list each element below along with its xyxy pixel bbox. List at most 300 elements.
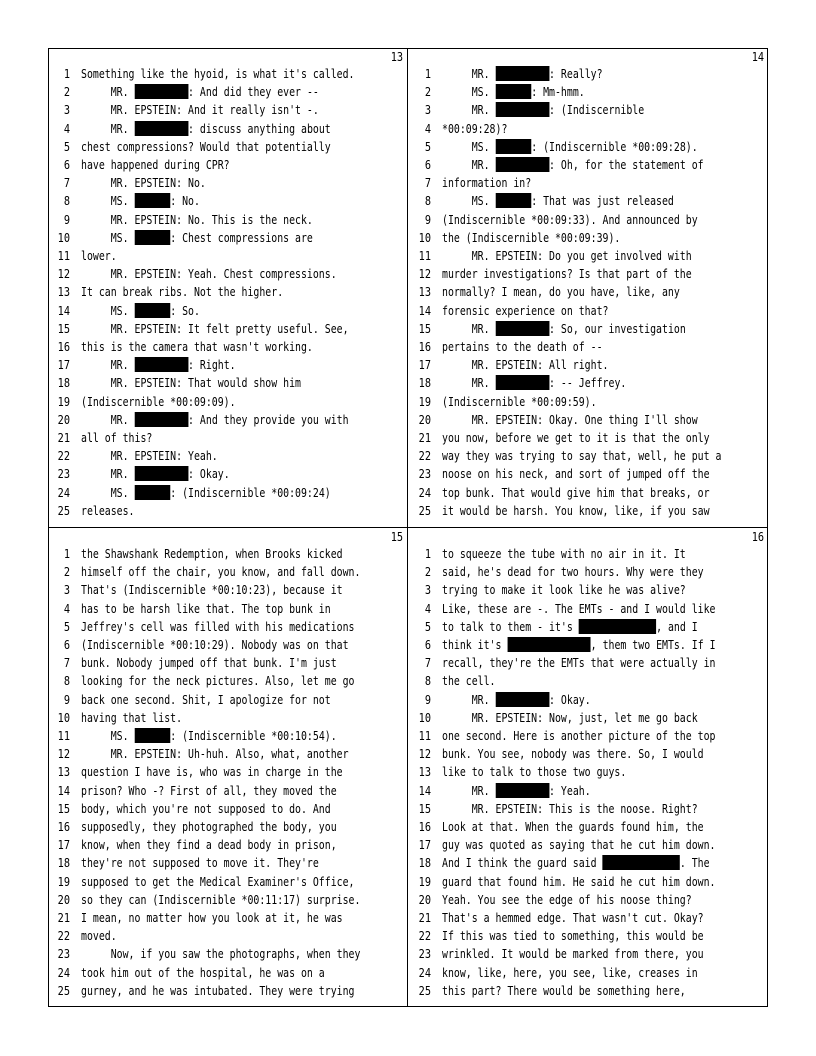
transcript-line [48, 618, 407, 636]
line-text: Now, if you saw the photographs, when they [81, 946, 361, 962]
line-number: 21 [418, 430, 431, 445]
transcript-line [409, 356, 768, 374]
line-number: 6 [424, 157, 431, 172]
transcript-line [409, 265, 768, 283]
transcript-line [409, 101, 768, 119]
line-text: MR. : Oh, for the statement of [442, 157, 704, 172]
line-text: MR. : Okay. [442, 691, 591, 707]
line-text: all of this? [81, 430, 153, 445]
line-number: 22 [57, 928, 70, 944]
line-text: MR. EPSTEIN: This is the noose. Right? [442, 800, 698, 816]
line-text: MR. : Okay. [81, 466, 230, 482]
transcript-line [48, 982, 407, 1000]
redaction-block [496, 66, 550, 81]
line-number: 23 [418, 466, 431, 482]
transcript-line [48, 836, 407, 854]
redaction-block [135, 121, 189, 136]
line-number: 25 [418, 982, 431, 998]
transcript-line [48, 283, 407, 301]
transcript-line [409, 429, 768, 447]
line-text: the Shawshank Redemption, when Brooks kicked [81, 546, 343, 561]
transcript-line [409, 411, 768, 429]
line-text: know, when they find a dead body in prison, [81, 837, 337, 853]
line-text: MR. : Yeah. [442, 782, 591, 798]
transcript-line [409, 873, 768, 891]
transcript-line [48, 927, 407, 945]
line-number: 6 [63, 157, 70, 172]
transcript-line [48, 101, 407, 119]
line-number: 2 [63, 564, 70, 580]
line-number: 1 [424, 66, 431, 81]
redaction-block [507, 637, 590, 652]
line-number: 24 [57, 484, 70, 500]
transcript-line [409, 502, 768, 520]
transcript-line [48, 691, 407, 709]
page-16-panel [409, 529, 768, 1008]
line-number: 25 [57, 502, 70, 518]
line-text: releases. [81, 502, 135, 518]
transcript-line [409, 800, 768, 818]
line-number: 8 [424, 193, 431, 209]
line-text: trying to make it look like he was alive? [442, 582, 686, 598]
transcript-line [409, 545, 768, 563]
line-number: 8 [424, 673, 431, 689]
redaction-block [496, 139, 532, 154]
line-number: 23 [57, 466, 70, 482]
line-number: 10 [57, 709, 70, 725]
transcript-line [48, 138, 407, 156]
line-text: has to be harsh like that. The top bunk in [81, 600, 331, 616]
transcript-line [48, 672, 407, 690]
line-text: MR. EPSTEIN: It felt pretty useful. See, [81, 320, 349, 336]
transcript-line [48, 654, 407, 672]
line-text: lower. [81, 248, 117, 263]
line-number: 19 [57, 873, 70, 889]
line-text: Yeah. You see the edge of his noose thing? [442, 891, 692, 907]
line-number: 4 [424, 600, 431, 616]
line-number: 7 [63, 655, 70, 671]
line-text: normally? I mean, do you have, like, any [442, 284, 680, 300]
transcript-line [409, 854, 768, 872]
line-number: 23 [418, 946, 431, 962]
redaction-block [135, 84, 189, 99]
transcript-line [409, 65, 768, 83]
line-number: 18 [57, 375, 70, 391]
line-number: 7 [424, 175, 431, 191]
line-number: 18 [57, 855, 70, 871]
line-text: way they was trying to say that, well, he put a [442, 448, 722, 464]
line-number: 24 [418, 964, 431, 980]
line-text: information in? [442, 175, 532, 191]
line-text: think it's , them two EMTs. If I [442, 637, 716, 652]
line-text: they're not supposed to move it. They're [81, 855, 319, 871]
transcript-line [409, 745, 768, 763]
transcript-line [48, 945, 407, 963]
transcript-line [409, 891, 768, 909]
line-number: 3 [424, 102, 431, 118]
transcript-line [409, 945, 768, 963]
line-text: (Indiscernible *00:09:33). And announced by [442, 211, 698, 227]
line-text: MR. : And did they ever -- [81, 84, 319, 100]
line-text: MR. EPSTEIN: Uh-huh. Also, what, another [81, 746, 349, 762]
page-number: 14 [751, 49, 764, 64]
line-number: 14 [57, 782, 70, 798]
line-number: 20 [418, 891, 431, 907]
line-number: 25 [57, 982, 70, 998]
line-number: 11 [57, 248, 70, 263]
transcript-line [48, 302, 407, 320]
line-text: to squeeze the tube with no air in it. It [442, 546, 686, 561]
line-number: 23 [57, 946, 70, 962]
transcript-line [48, 484, 407, 502]
line-number: 3 [424, 582, 431, 598]
transcript-line [409, 927, 768, 945]
transcript-line [409, 763, 768, 781]
line-number: 13 [57, 284, 70, 300]
transcript-line [409, 818, 768, 836]
line-text: MR. EPSTEIN: Okay. One thing I'll show [442, 411, 698, 427]
center-border [407, 48, 408, 1007]
line-text: MS. : No. [81, 193, 200, 209]
transcript-line [409, 247, 768, 265]
transcript-line [409, 338, 768, 356]
line-text: gurney, and he was intubated. They were trying [81, 982, 355, 998]
line-number: 5 [424, 138, 431, 154]
line-text: *00:09:28)? [442, 120, 508, 136]
line-text: MR. EPSTEIN: Now, just, let me go back [442, 709, 698, 725]
line-number: 12 [57, 266, 70, 282]
line-text: prison? Who -? First of all, they moved the [81, 782, 337, 798]
line-number: 9 [424, 691, 431, 707]
line-number: 14 [418, 302, 431, 318]
transcript-line [48, 120, 407, 138]
line-number: 14 [57, 302, 70, 318]
line-number: 6 [63, 637, 70, 652]
transcript-line [48, 393, 407, 411]
transcript-line [409, 672, 768, 690]
transcript-line [409, 83, 768, 101]
transcript-line [409, 374, 768, 392]
redaction-block [135, 485, 171, 500]
line-text: top bunk. That would give him that breaks, or [442, 484, 710, 500]
line-text: this part? There would be something here, [442, 982, 686, 998]
line-number: 5 [424, 618, 431, 634]
line-text: back one second. Shit, I apologize for not [81, 691, 331, 707]
redaction-block [135, 303, 171, 318]
line-number: 19 [57, 393, 70, 409]
transcript-line [48, 229, 407, 247]
line-number: 15 [57, 800, 70, 816]
redaction-block [135, 357, 189, 372]
transcript-line [48, 745, 407, 763]
line-number: 17 [418, 837, 431, 853]
line-number: 1 [424, 546, 431, 561]
line-text: MR. : (Indiscernible [442, 102, 645, 118]
transcript-line [48, 782, 407, 800]
transcript-line [48, 411, 407, 429]
transcript-line [409, 836, 768, 854]
transcript-line [48, 873, 407, 891]
line-text: MS. : So. [81, 302, 200, 318]
line-number: 17 [418, 357, 431, 373]
transcript-line [409, 120, 768, 138]
transcript-line [409, 691, 768, 709]
transcript-line [48, 964, 407, 982]
line-number: 13 [418, 764, 431, 780]
page-13-panel [48, 49, 407, 528]
line-text: took him out of the hospital, he was on a [81, 964, 325, 980]
page-15-panel [48, 529, 407, 1008]
redaction-block [135, 728, 171, 743]
line-text: MR. : Really? [442, 66, 603, 81]
line-text: so they can (Indiscernible *00:11:17) surprise. [81, 891, 361, 907]
line-number: 16 [418, 819, 431, 834]
line-text: noose on his neck, and sort of jumped off the [442, 466, 710, 482]
line-text: the (Indiscernible *00:09:39). [442, 229, 621, 245]
transcript-line [409, 982, 768, 1000]
line-number: 5 [63, 618, 70, 634]
line-text: MS. : (Indiscernible *00:09:24) [81, 484, 331, 500]
line-text: having that list. [81, 709, 183, 725]
line-text: supposed to get the Medical Examiner's Office, [81, 873, 355, 889]
redaction-block [496, 102, 550, 117]
transcript-line [409, 302, 768, 320]
transcript-line [409, 581, 768, 599]
line-text: looking for the neck pictures. Also, let me go [81, 673, 355, 689]
line-text: MS. : That was just released [442, 193, 674, 209]
transcript-line [409, 283, 768, 301]
transcript-line [409, 320, 768, 338]
transcript-line [409, 782, 768, 800]
line-text: bunk. Nobody jumped off that bunk. I'm just [81, 655, 337, 671]
transcript-line [409, 618, 768, 636]
line-number: 17 [57, 357, 70, 373]
line-text: MR. : discuss anything about [81, 120, 331, 136]
transcript-line [48, 156, 407, 174]
line-number: 2 [424, 564, 431, 580]
line-text: MR. EPSTEIN: All right. [442, 357, 609, 373]
page-number: 13 [390, 49, 403, 64]
transcript-line [48, 265, 407, 283]
page-14-panel [409, 49, 768, 528]
transcript-line [48, 854, 407, 872]
line-text: MS. : Mm-hmm. [442, 84, 585, 100]
line-text: MR. : Right. [81, 357, 236, 373]
transcript-line [48, 502, 407, 520]
transcript-line [48, 356, 407, 374]
transcript-line [409, 484, 768, 502]
line-text: bunk. You see, nobody was there. So, I would [442, 746, 704, 762]
line-text: like to talk to those two guys. [442, 764, 627, 780]
redaction-block [135, 466, 189, 481]
line-number: 21 [57, 430, 70, 445]
line-number: 11 [418, 248, 431, 263]
line-number: 14 [418, 782, 431, 798]
line-text: question I have is, who was in charge in the [81, 764, 343, 780]
line-text: (Indiscernible *00:09:59). [442, 393, 597, 409]
redaction-block [496, 193, 532, 208]
transcript-line [48, 374, 407, 392]
line-number: 12 [418, 746, 431, 762]
transcript-line [48, 891, 407, 909]
line-number: 4 [63, 600, 70, 616]
line-number: 19 [418, 873, 431, 889]
line-number: 10 [57, 229, 70, 245]
line-text: MR. EPSTEIN: Yeah. Chest compressions. [81, 266, 337, 282]
line-number: 15 [418, 800, 431, 816]
transcript-line [409, 465, 768, 483]
transcript-line [48, 83, 407, 101]
transcript-line [48, 909, 407, 927]
line-text: moved. [81, 928, 117, 944]
redaction-block [496, 84, 532, 99]
redaction-block [496, 692, 550, 707]
line-text: said, he's dead for two hours. Why were they [442, 564, 704, 580]
line-number: 12 [57, 746, 70, 762]
page-number: 16 [751, 529, 764, 544]
line-text: MR. EPSTEIN: No. [81, 175, 206, 191]
line-number: 21 [57, 910, 70, 925]
line-text: MR. EPSTEIN: Do you get involved with [442, 248, 692, 263]
line-text: MR. : -- Jeffrey. [442, 375, 627, 391]
line-number: 20 [57, 411, 70, 427]
redaction-block [496, 321, 550, 336]
transcript-line [409, 229, 768, 247]
transcript-line [409, 393, 768, 411]
line-text: supposedly, they photographed the body, you [81, 819, 337, 834]
line-text: Something like the hyoid, is what it's called. [81, 66, 355, 81]
line-number: 1 [63, 546, 70, 561]
line-number: 22 [418, 448, 431, 464]
line-number: 21 [418, 910, 431, 925]
transcript-line [409, 174, 768, 192]
line-text: murder investigations? Is that part of the [442, 266, 692, 282]
line-number: 24 [57, 964, 70, 980]
transcript-line [48, 429, 407, 447]
transcript-line [409, 727, 768, 745]
redaction-block [496, 375, 550, 390]
line-number: 2 [424, 84, 431, 100]
redaction-block [135, 412, 189, 427]
transcript-line [48, 211, 407, 229]
line-number: 25 [418, 502, 431, 518]
line-text: MS. : (Indiscernible *00:10:54). [81, 728, 337, 743]
transcript-line [48, 818, 407, 836]
redaction-block [579, 619, 656, 634]
line-number: 1 [63, 66, 70, 81]
line-text: MR. : And they provide you with [81, 411, 349, 427]
transcript-line [48, 545, 407, 563]
line-text: MR. EPSTEIN: That would show him [81, 375, 301, 391]
line-text: Look at that. When the guards found him, the [442, 819, 704, 834]
line-text: one second. Here is another picture of the top [442, 728, 716, 743]
line-number: 18 [418, 855, 431, 871]
transcript-line [48, 65, 407, 83]
transcript-line [409, 964, 768, 982]
line-number: 7 [424, 655, 431, 671]
line-text: And I think the guard said . The [442, 855, 710, 871]
transcript-line [409, 156, 768, 174]
line-text: himself off the chair, you know, and fall down. [81, 564, 361, 580]
line-text: know, like, here, you see, like, creases in [442, 964, 698, 980]
line-number: 15 [418, 320, 431, 336]
line-text: wrinkled. It would be marked from there, you [442, 946, 704, 962]
line-text: MS. : Chest compressions are [81, 229, 313, 245]
redaction-block [496, 783, 550, 798]
transcript-line [409, 909, 768, 927]
line-text: the cell. [442, 673, 496, 689]
line-number: 10 [418, 709, 431, 725]
line-number: 3 [63, 582, 70, 598]
line-text: MR. EPSTEIN: No. This is the neck. [81, 211, 313, 227]
redaction-block [603, 855, 680, 870]
transcript-line [409, 709, 768, 727]
redaction-block [496, 157, 550, 172]
line-number: 11 [418, 728, 431, 743]
line-number: 22 [418, 928, 431, 944]
line-text: MS. : (Indiscernible *00:09:28). [442, 138, 698, 154]
line-number: 16 [418, 339, 431, 354]
line-number: 18 [418, 375, 431, 391]
line-text: you now, before we get to it is that the only [442, 430, 710, 445]
transcript-line [48, 465, 407, 483]
redaction-block [135, 230, 171, 245]
line-number: 15 [57, 320, 70, 336]
transcript-line [409, 211, 768, 229]
transcript-line [409, 654, 768, 672]
line-text: It can break ribs. Not the higher. [81, 284, 284, 300]
transcript-line [48, 447, 407, 465]
line-number: 2 [63, 84, 70, 100]
transcript-line [48, 600, 407, 618]
line-number: 20 [418, 411, 431, 427]
line-number: 16 [57, 339, 70, 354]
transcript-sheet [48, 48, 768, 1007]
line-number: 8 [63, 673, 70, 689]
transcript-line [48, 338, 407, 356]
line-text: it would be harsh. You know, like, if you saw [442, 502, 710, 518]
line-text: Jeffrey's cell was filled with his medications [81, 618, 355, 634]
line-number: 4 [63, 120, 70, 136]
transcript-line [48, 800, 407, 818]
line-text: guy was quoted as saying that he cut him down. [442, 837, 716, 853]
line-text: That's a hemmed edge. That wasn't cut. Okay? [442, 910, 704, 925]
transcript-line [409, 192, 768, 210]
line-text: pertains to the death of -- [442, 339, 603, 354]
line-number: 5 [63, 138, 70, 154]
transcript-line [48, 247, 407, 265]
page-number: 15 [390, 529, 403, 544]
line-number: 9 [63, 211, 70, 227]
redaction-block [135, 193, 171, 208]
transcript-line [48, 563, 407, 581]
line-number: 12 [418, 266, 431, 282]
line-number: 6 [424, 637, 431, 652]
line-number: 7 [63, 175, 70, 191]
line-number: 13 [418, 284, 431, 300]
transcript-line [48, 709, 407, 727]
line-number: 10 [418, 229, 431, 245]
line-text: recall, they're the EMTs that were actually in [442, 655, 716, 671]
transcript-line [409, 600, 768, 618]
line-number: 4 [424, 120, 431, 136]
transcript-line [48, 192, 407, 210]
line-number: 9 [63, 691, 70, 707]
line-text: have happened during CPR? [81, 157, 230, 172]
transcript-line [48, 320, 407, 338]
line-number: 16 [57, 819, 70, 834]
transcript-line [409, 636, 768, 654]
